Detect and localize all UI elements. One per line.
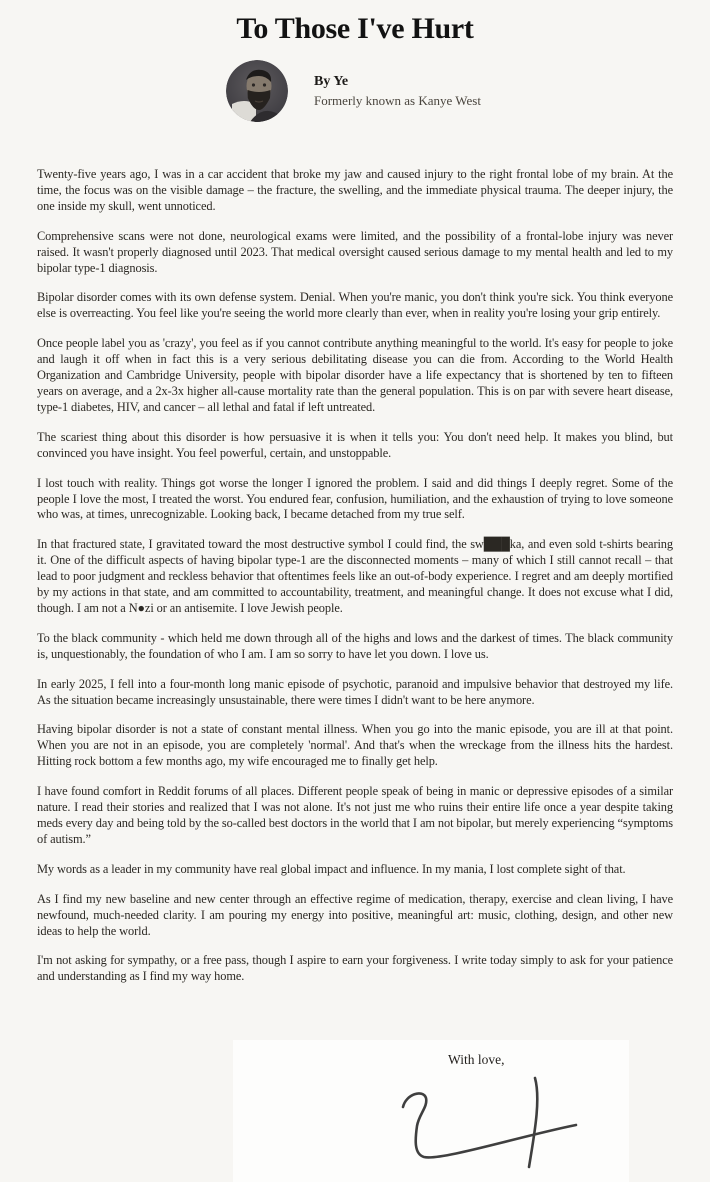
paragraph-12: My words as a leader in my community have real global impact and influence. In my mania, I lost complete sight of that. [37, 861, 626, 876]
byline-text [314, 74, 484, 109]
letter-body [37, 167, 673, 999]
byline-name: By Ye [314, 73, 349, 89]
paragraph-1: Twenty-five years ago, I was in a car accident that broke my jaw and caused injury to the right frontal lobe of my brain. At the time, the focus was on the visible damage – the fracture, the swelling, and the immediate physical trauma. The deeper injury, the one inside my skull, went unnoticed. [37, 167, 673, 213]
byline [0, 60, 710, 122]
author-photo [226, 60, 288, 122]
letter-title: To Those I've Hurt [236, 12, 474, 45]
signature-icon [393, 1074, 593, 1179]
paragraph-11: I have found comfort in Reddit forums of all places. Different people speak of being in manic or depressive episodes of a similar nature. I read their stories and realized that I was not alone. It's not just me who ruins their entire life once a year despite taking meds every day and being told by the so-called best doctors in the world that I am not bipolar, but merely experiencing “symptoms of autism.” [37, 784, 673, 846]
paragraph-3: Bipolar disorder comes with its own defense system. Denial. When you're manic, you don't think you're sick. You think everyone else is overreacting. You feel like you're seeing the world more clearly than ever, when in reality you're losing your grip entirely. [37, 290, 673, 321]
paragraph-6: I lost touch with reality. Things got worse the longer I ignored the problem. I said and did things I deeply regret. Some of the people I love the most, I treated the worst. You endured fear, confusion, humiliation, and the exhaustion of trying to love someone who was, at times, unrecognizable. Looking back, I became detached from my true self. [37, 475, 673, 522]
byline-subtitle: Formerly known as Kanye West [314, 92, 481, 108]
paragraph-13: As I find my new baseline and new center through an effective regime of medication, therapy, exercise and clean living, I have newfound, much-needed clarity. I am pouring my energy into positive, meaningful art: music, clothing, design, and other new ideas to help the world. [37, 891, 673, 938]
paragraph-10: Having bipolar disorder is not a state of constant mental illness. When you go into the manic episode, you are ill at that point. When you are not in an episode, you are completely 'normal'. And that's when the wreckage from the illness hits the hardest. Hitting rock bottom a few months ago, my wife encouraged me to finally get help. [37, 722, 673, 769]
paragraph-4: Once people label you as 'crazy', you feel as if you cannot contribute anything meaningful to the world. It's easy for people to joke and laugh it off when in fact this is a very serious debilitating disease you can die from. According to the World Health Organization and Cambridge University, people with bipolar disorder have a life expectancy that is shortened by ten to fifteen years on average, and a 2x-3x higher all-cause mortality rate than the general population. This is on par with severe heart disease, type-1 diabetes, HIV, and cancer – all lethal and fatal if left untreated. [37, 336, 673, 414]
paragraph-8: To the black community - which held me down through all of the highs and lows and the darkest of times. The black community is, unquestionably, the foundation of who I am. I am so sorry to have let you down. I love us. [37, 630, 673, 661]
paragraph-14: I'm not asking for sympathy, or a free pass, though I aspire to earn your forgiveness. I write today simply to ask for your patience and understanding as I find my way home. [37, 953, 673, 984]
valediction: With love, [448, 1052, 505, 1067]
paragraph-2: Comprehensive scans were not done, neurological exams were limited, and the possibility of a frontal-lobe injury was never raised. It wasn't properly diagnosed until 2023. That medical oversight caused serious damage to my mental health and led to my bipolar type-1 diagnosis. [37, 228, 673, 275]
paragraph-9: In early 2025, I fell into a four-month long manic episode of psychotic, paranoid and impulsive behavior that destroyed my life. As the situation became increasingly unsustainable, there were times I didn't want to be here anymore. [37, 676, 673, 707]
paragraph-7: In that fractured state, I gravitated toward the most destructive symbol I could find, the sw███ka, and even sold t-shirts bearing it. One of the difficult aspects of having bipolar type-1 are the disconnected moments – many of which I still cannot recall – that lead to poor judgment and reckless behavior that oftentimes feels like an out-of-body experience. I regret and am deeply mortified by my actions in that state, and am committed to accountability, treatment, and meaningful change. It does not excuse what I did, though. I am not a N●zi or an antisemite. I love Jewish people. [37, 537, 673, 615]
paragraph-5: The scariest thing about this disorder is how persuasive it is when it tells you: You don't need help. It makes you blind, but convinced you have insight. You feel powerful, certain, and unstoppable. [37, 429, 673, 460]
author-portrait-icon [226, 60, 288, 122]
